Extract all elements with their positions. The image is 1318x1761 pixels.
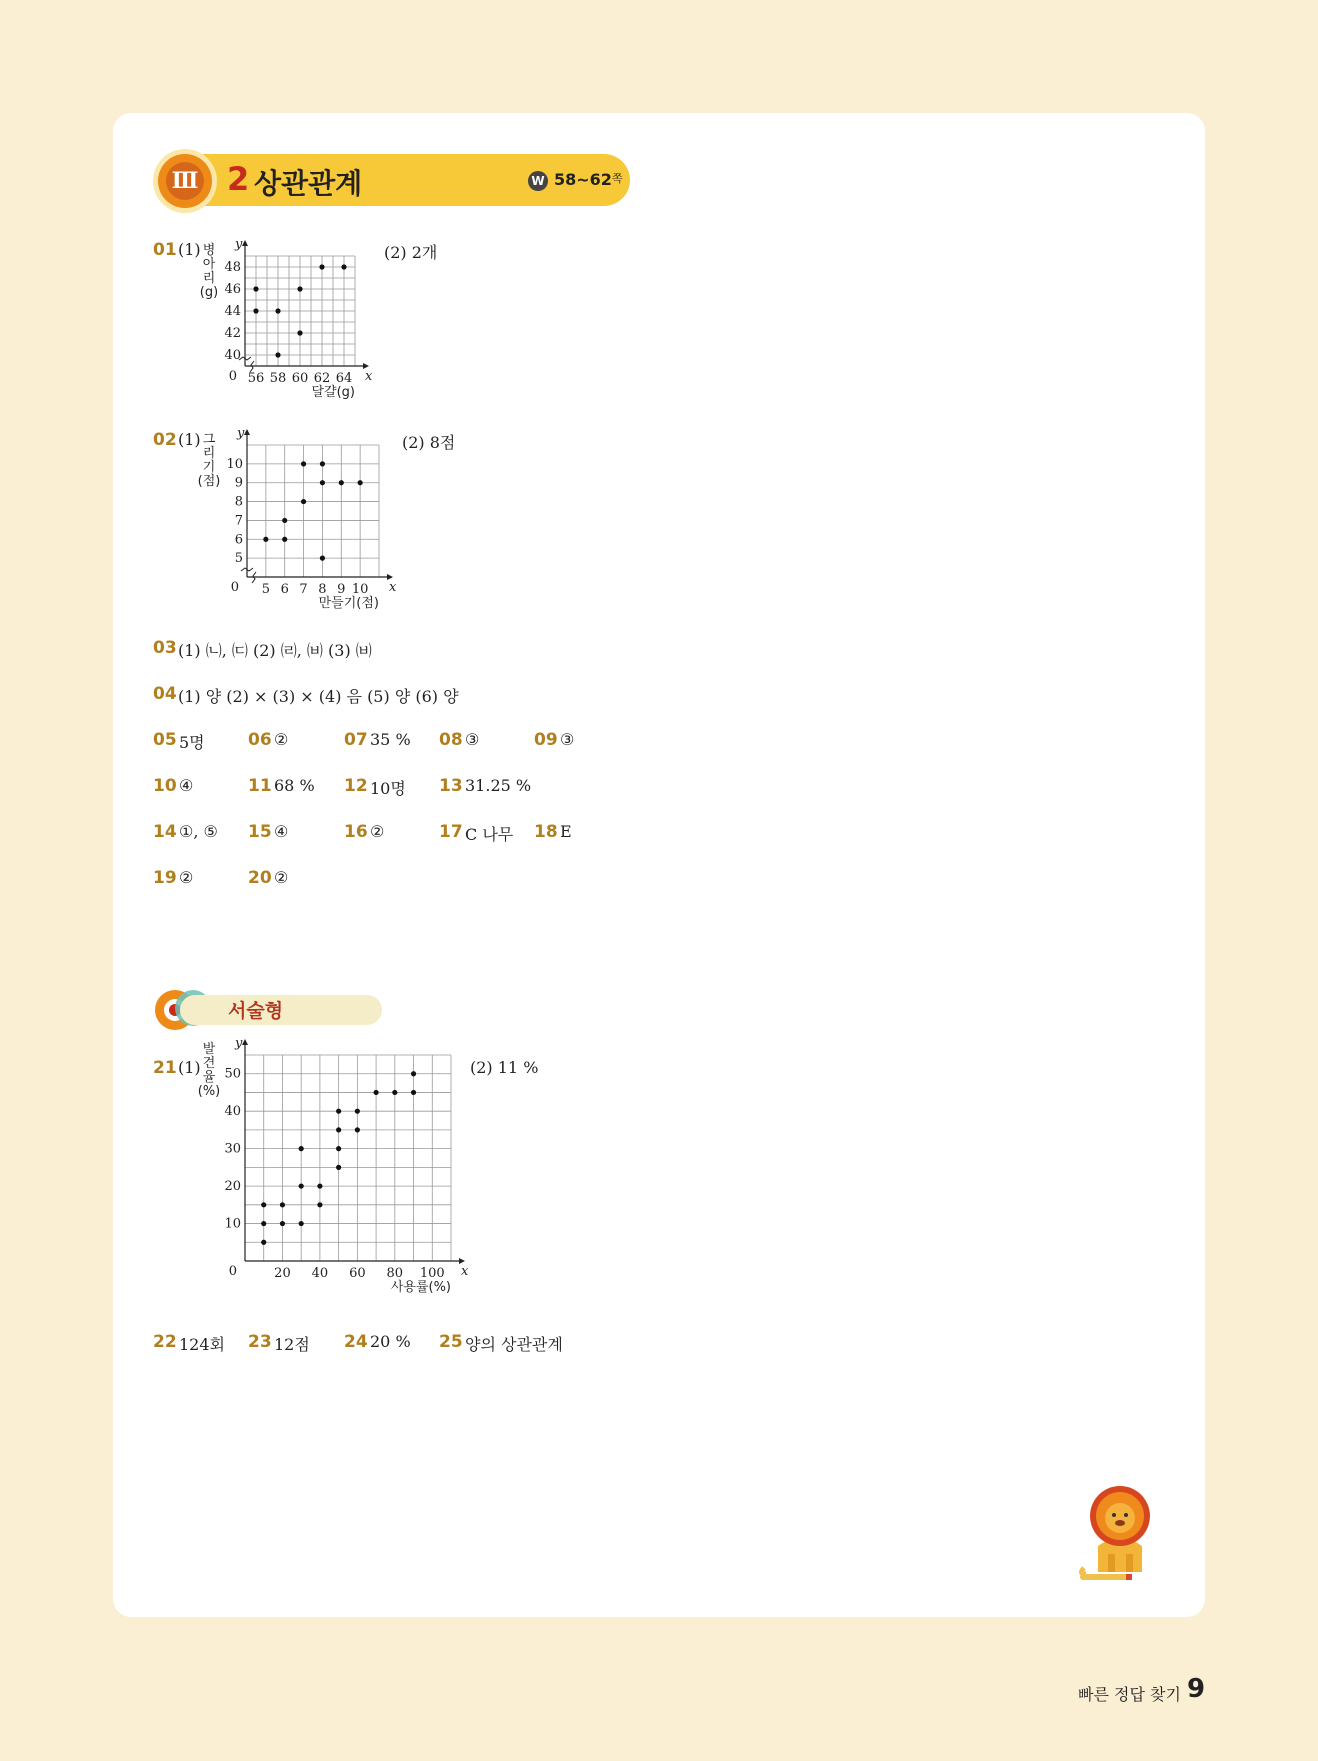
workbook-pages-unit: 쪽 — [611, 172, 623, 185]
answer-text: ② — [179, 868, 194, 887]
answer-number: 19 — [153, 868, 177, 888]
answer-number: 25 — [439, 1332, 463, 1352]
y-axis-arrow — [242, 240, 248, 246]
answer-number: 10 — [153, 776, 177, 796]
data-point — [336, 1165, 341, 1170]
q04-number: 04 — [153, 684, 177, 704]
y-axis-label: 그 — [202, 432, 216, 447]
y-axis-label: 견 — [202, 1056, 216, 1071]
q04-answer: (1) 양 (2) × (3) × (4) 음 (5) 양 (6) 양 — [178, 687, 459, 706]
data-point — [336, 1127, 341, 1132]
answer-text: ①, ⑤ — [179, 822, 218, 841]
q02-answer2: (2) 8점 — [402, 433, 456, 452]
data-point — [275, 352, 280, 357]
section-title: 상관관계 — [254, 167, 363, 200]
roman-numeral: Ⅲ — [166, 162, 204, 200]
q02-number: 02 — [153, 430, 177, 450]
data-point — [355, 1109, 360, 1114]
y-axis-label: (%) — [197, 1084, 221, 1099]
q03-answer: (1) ㈁, ㈂ (2) ㈃, ㈅ (3) ㈅ — [178, 641, 372, 660]
x-tick-label: 20 — [274, 1266, 291, 1281]
y-tick-label: 9 — [234, 475, 243, 491]
x-tick-label: 6 — [280, 582, 289, 597]
y-axis-label: 아 — [202, 257, 216, 272]
q02-part1: (1) — [178, 430, 201, 449]
q02-scatter-chart — [195, 425, 395, 615]
data-point — [320, 461, 325, 466]
answer-text: ② — [370, 822, 385, 841]
data-point — [263, 537, 268, 542]
answer-text: 20 % — [370, 1332, 411, 1351]
data-point — [358, 480, 363, 485]
answer-number: 22 — [153, 1332, 177, 1352]
data-point — [299, 1146, 304, 1151]
x-tick-label: 62 — [313, 371, 331, 386]
y-tick-label: 20 — [224, 1179, 241, 1195]
answer-text: ④ — [274, 822, 289, 841]
data-point — [297, 330, 302, 335]
y-axis-arrow — [244, 429, 250, 435]
answer-text: ③ — [465, 730, 480, 749]
y-tick-label: 30 — [224, 1141, 241, 1157]
x-tick-label: 5 — [261, 582, 270, 597]
answer-text: 31.25 % — [465, 776, 532, 795]
x-tick-label: 60 — [349, 1266, 366, 1281]
y-var-label: y — [235, 1036, 243, 1051]
data-point — [339, 480, 344, 485]
y-tick-label: 50 — [224, 1066, 241, 1082]
answer-text: 5명 — [179, 733, 205, 752]
answer-text: 35 % — [370, 730, 411, 749]
answer-number: 08 — [439, 730, 463, 750]
data-point — [392, 1090, 397, 1095]
data-point — [253, 308, 258, 313]
answer-text: ② — [274, 730, 289, 749]
data-point — [411, 1071, 416, 1076]
x-tick-label: 60 — [291, 371, 309, 386]
data-point — [319, 264, 324, 269]
origin-label: 0 — [230, 580, 239, 595]
essay-title: 서술형 — [228, 1000, 284, 1022]
x-tick-label: 7 — [299, 582, 308, 597]
answer-number: 11 — [248, 776, 272, 796]
data-point — [355, 1127, 360, 1132]
data-point — [301, 461, 306, 466]
data-point — [317, 1202, 322, 1207]
x-tick-label: 64 — [335, 371, 353, 386]
answer-number: 16 — [344, 822, 368, 842]
q01-number: 01 — [153, 240, 177, 260]
data-point — [261, 1240, 266, 1245]
data-point — [299, 1221, 304, 1226]
data-point — [253, 286, 258, 291]
data-point — [336, 1109, 341, 1114]
lion-illustration-icon — [1078, 1482, 1162, 1586]
x-tick-label: 9 — [337, 582, 346, 597]
y-tick-label: 10 — [224, 1216, 241, 1232]
answer-number: 23 — [248, 1332, 272, 1352]
y-axis-label: 리 — [202, 446, 216, 461]
y-tick-label: 44 — [224, 304, 241, 319]
answer-text: 양의 상관관계 — [465, 1335, 563, 1354]
data-point — [261, 1221, 266, 1226]
answer-number: 15 — [248, 822, 272, 842]
q01-answer2: (2) 2개 — [384, 243, 438, 262]
page-number: 9 — [1187, 1674, 1206, 1704]
y-axis-label: 율 — [202, 1070, 216, 1085]
x-var-label: x — [461, 1264, 469, 1279]
y-var-label: y — [235, 237, 243, 252]
x-tick-label: 8 — [318, 582, 327, 597]
y-tick-label: 8 — [234, 494, 243, 510]
y-axis-label: 병 — [202, 243, 216, 258]
answer-text: 10명 — [370, 779, 406, 798]
x-axis-label: 달걀(g) — [311, 385, 355, 400]
data-point — [280, 1202, 285, 1207]
data-point — [336, 1146, 341, 1151]
answer-text: 12점 — [274, 1335, 310, 1354]
origin-label: 0 — [228, 369, 237, 384]
data-point — [320, 480, 325, 485]
origin-label: 0 — [228, 1264, 237, 1279]
x-tick-label: 80 — [386, 1266, 404, 1281]
q21-answer2: (2) 11 % — [470, 1058, 539, 1077]
x-tick-label: 40 — [311, 1266, 329, 1281]
y-tick-label: 42 — [224, 326, 241, 341]
data-point — [299, 1183, 304, 1188]
data-point — [320, 556, 325, 561]
x-tick-label: 58 — [269, 371, 287, 386]
q21-number: 21 — [153, 1058, 177, 1078]
data-point — [341, 264, 346, 269]
answer-text: C 나무 — [465, 825, 514, 844]
answer-number: 24 — [344, 1332, 368, 1352]
y-axis-label: 리 — [202, 271, 216, 286]
answer-text: ③ — [560, 730, 575, 749]
y-tick-label: 5 — [234, 551, 243, 567]
y-tick-label: 7 — [234, 513, 243, 529]
y-var-label: y — [237, 426, 245, 441]
answer-number: 13 — [439, 776, 463, 796]
answer-text: ④ — [179, 776, 194, 795]
answer-text: 68 % — [274, 776, 315, 795]
q21-part1: (1) — [178, 1058, 201, 1077]
data-point — [280, 1221, 285, 1226]
answer-number: 17 — [439, 822, 463, 842]
x-tick-label: 10 — [351, 582, 369, 597]
q01-scatter-chart — [195, 236, 375, 402]
answer-text: 124회 — [179, 1335, 225, 1354]
data-point — [373, 1090, 378, 1095]
q01-part1: (1) — [178, 240, 201, 259]
data-point — [261, 1202, 266, 1207]
data-point — [411, 1090, 416, 1095]
workbook-pages — [554, 170, 623, 189]
x-var-label: x — [389, 580, 397, 595]
answer-number: 12 — [344, 776, 368, 796]
answer-number: 07 — [344, 730, 368, 750]
section-number: 2 — [227, 160, 250, 198]
data-point — [297, 286, 302, 291]
y-axis-label: (g) — [199, 285, 219, 300]
answer-number: 14 — [153, 822, 177, 842]
x-var-label: x — [365, 369, 373, 384]
x-tick-label: 100 — [419, 1266, 445, 1281]
y-tick-label: 48 — [224, 260, 241, 275]
q21-scatter-chart — [195, 1036, 469, 1303]
y-tick-label: 6 — [234, 532, 243, 548]
y-tick-label: 46 — [224, 282, 241, 297]
y-axis-label: 발 — [202, 1042, 216, 1057]
x-axis-label: 사용률(%) — [390, 1280, 451, 1295]
y-axis-label: 기 — [202, 460, 216, 475]
footer-label: 빠른 정답 찾기 — [1078, 1685, 1181, 1704]
answer-text: ② — [274, 868, 289, 887]
answer-number: 09 — [534, 730, 558, 750]
workbook-w-icon: W — [528, 171, 548, 191]
answer-number: 18 — [534, 822, 558, 842]
q03-number: 03 — [153, 638, 177, 658]
data-point — [275, 308, 280, 313]
data-point — [282, 537, 287, 542]
data-point — [317, 1183, 322, 1188]
x-axis-label: 만들기(점) — [318, 596, 379, 611]
answer-number: 20 — [248, 868, 272, 888]
workbook-pages-range: 58~62 — [554, 170, 612, 189]
answer-number: 05 — [153, 730, 177, 750]
answer-number: 06 — [248, 730, 272, 750]
y-tick-label: 40 — [224, 348, 241, 363]
answer-text: E — [560, 822, 572, 841]
y-tick-label: 10 — [226, 456, 243, 472]
y-axis-label: (점) — [197, 474, 221, 489]
data-point — [301, 499, 306, 504]
x-tick-label: 56 — [247, 371, 265, 386]
y-tick-label: 40 — [224, 1104, 241, 1120]
data-point — [282, 518, 287, 523]
